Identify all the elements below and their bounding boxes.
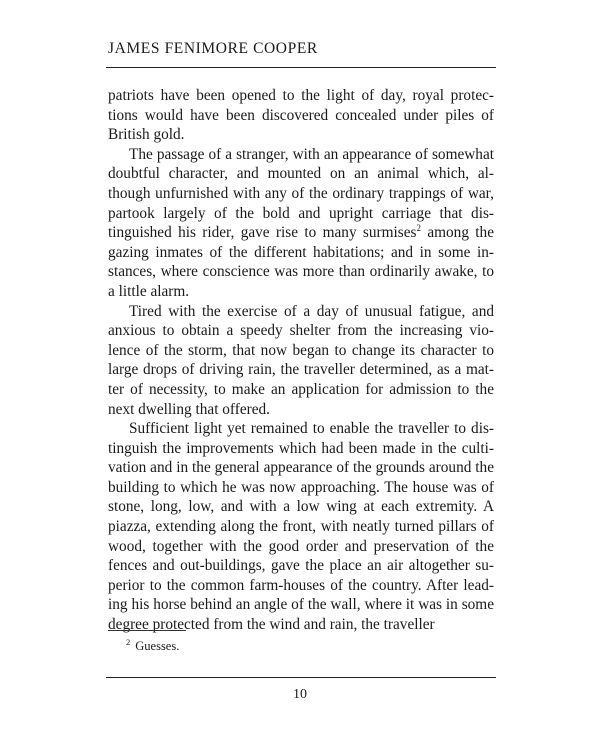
paragraph-3: Tired with the exercise of a day of unusual fatigue, and anxious to obtain a speedy shelter from the increasing vio-lence of the storm, that now began to change its character to large drops of driving rain, the traveller determined, as a mat-ter of necessity, to make an application for admission to the next dwelling that offered. bbox=[108, 302, 494, 418]
paragraph-2-part-2: among the gazing inmates of the different habitations; and in some in-stances, where conscience was more than ordinarily awake, to a little alarm. bbox=[108, 224, 494, 300]
paragraph-2-part-1: The passage of a stranger, with an appearance of somewhat doubtful character, and mounted on an animal which, al-though unfurnished with any of the ordinary trappings of war, partook largely of the bold and upright carriage that dis-tinguished his rider, gave rise to many surmises bbox=[108, 145, 494, 242]
body-text bbox=[108, 86, 494, 635]
paragraph-4: Sufficient light yet remained to enable the traveller to dis-tinguish the improvements which had been made in the culti-vation and in the general appearance of the grounds around the building to which he was now approaching. The house was of stone, long, low, and with a low wing at each extremity. A piazza, extending along the front, with neatly turned pillars of wood, together with the good order and preservation of the fences and out-buildings, gave the place an air altogether su-perior to the common farm-houses of the country. After lead-ing his horse behind an angle of the wall, where it was in some degree protected from the wind and rain, the traveller bbox=[108, 420, 494, 634]
footnote-rule bbox=[108, 630, 186, 631]
header-rule bbox=[106, 67, 496, 68]
paragraph-2 bbox=[108, 145, 494, 302]
running-head: JAMES FENIMORE COOPER bbox=[108, 40, 318, 57]
footnote-text: Guesses. bbox=[135, 639, 180, 653]
footnote bbox=[126, 636, 180, 654]
footnote-reference: 2 bbox=[416, 223, 421, 234]
page-number: 10 bbox=[293, 687, 307, 702]
footnote-mark: 2 bbox=[126, 636, 131, 647]
paragraph-1: patriots have been opened to the light of day, royal protec-tions would have been discovered concealed under piles of British gold. bbox=[108, 87, 494, 144]
footer-rule bbox=[106, 677, 496, 678]
